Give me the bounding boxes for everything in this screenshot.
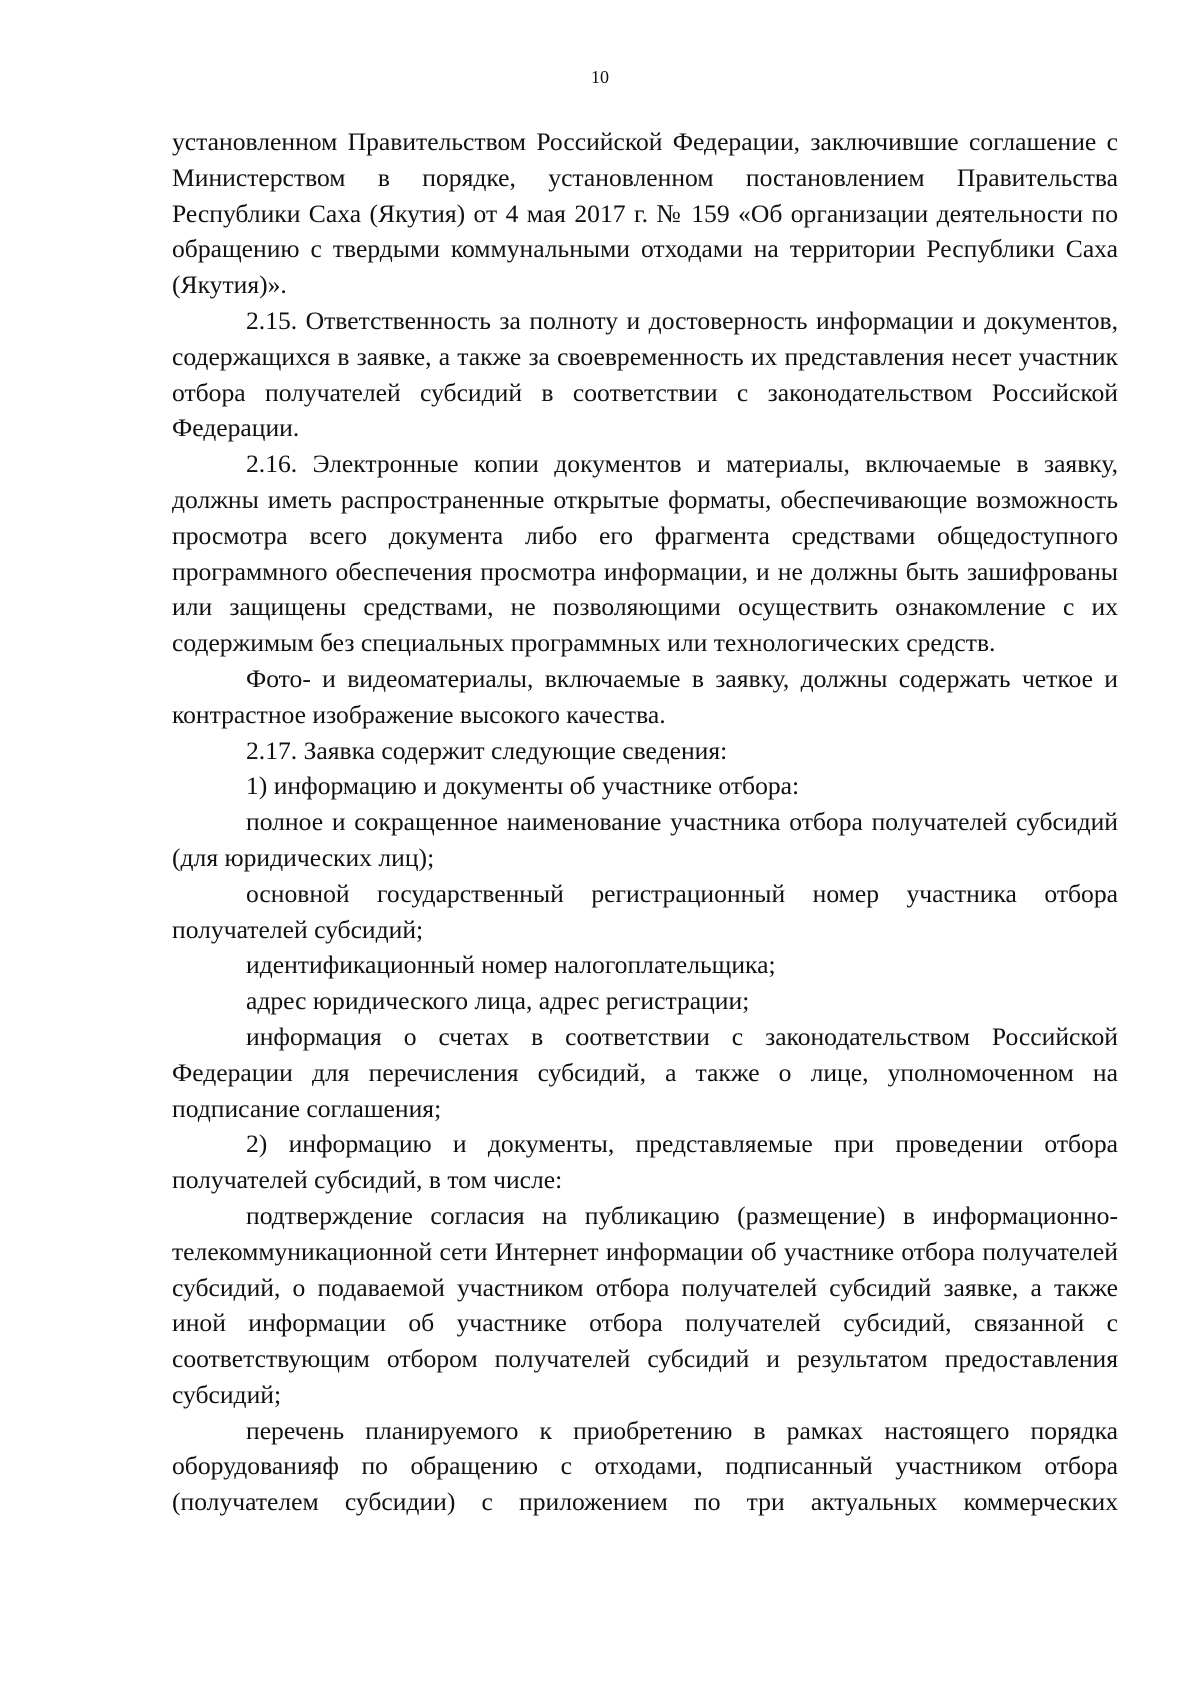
paragraph-2-16: 2.16. Электронные копии документов и материалы, включаемые в заявку, должны иметь распространенные открытые форматы, обеспечивающие возможность просмотра всего документа либо его фрагмента средствами общедоступного программного обеспечения просмотра информации, и не должны быть зашифрованы или защищены средствами, не позволяющими осуществить ознакомление с их содержимым без специальных программных или технологических средств.	[172, 449, 1118, 658]
document-body	[172, 124, 1118, 1520]
paragraph-photo-video: Фото- и видеоматериалы, включаемые в заявку, должны содержать четкое и контрастное изображение высокого качества.	[172, 663, 1118, 729]
paragraph-2-15: 2.15. Ответственность за полноту и достоверность информации и документов, содержащихся в заявке, а также за своевременность их представления несет участник отбора получателей субсидий в соответствии с законодательством Российской Федерации.	[172, 305, 1118, 443]
paragraph-full-name: полное и сокращенное наименование участника отбора получателей субсидий (для юридических лиц);	[172, 807, 1118, 872]
list-item-1: 1) информацию и документы об участнике отбора:	[246, 771, 800, 801]
paragraph-ogrn: основной государственный регистрационный номер участника отбора получателей субсидий;	[172, 878, 1118, 944]
paragraph-inn: идентификационный номер налогоплательщика;	[246, 950, 776, 980]
paragraph-accounts: информация о счетах в соответствии с законодательством Российской Федерации для перечисления субсидий, а также о лице, уполномоченном на подписание соглашения;	[172, 1021, 1118, 1123]
paragraph-2-17: 2.17. Заявка содержит следующие сведения:	[246, 735, 728, 765]
paragraph-address: адрес юридического лица, адрес регистрации;	[246, 986, 750, 1016]
page-number: 10	[591, 67, 609, 87]
list-item-2: 2) информацию и документы, представляемые при проведении отбора получателей субсидий, в том числе:	[172, 1129, 1118, 1195]
paragraph-consent: подтверждение согласия на публикацию (размещение) в информационно-телекоммуникационной сети Интернет информации об участнике отбора получателей субсидий, о подаваемой участником отбора получателей субсидий заявке, а также иной информации об участнике отбора получателей субсидий, связанной с соответствующим отбором получателей субсидий и результатом предоставления субсидий;	[172, 1200, 1118, 1409]
paragraph-continuation: установленном Правительством Российской Федерации, заключившие соглашение с Министерством в порядке, установленном постановлением Правительства Республики Саха (Якутия) от 4 мая 2017 г. № 159 «Об организации деятельности по обращению с твердыми коммунальными отходами на территории Республики Саха (Якутия)».	[172, 127, 1118, 300]
paragraph-equipment-list: перечень планируемого к приобретению в рамках настоящего порядка оборудованияф по обращению с отходами, подписанный участником отбора (получателем субсидии) с приложением по три актуальных коммерческих	[172, 1415, 1118, 1517]
